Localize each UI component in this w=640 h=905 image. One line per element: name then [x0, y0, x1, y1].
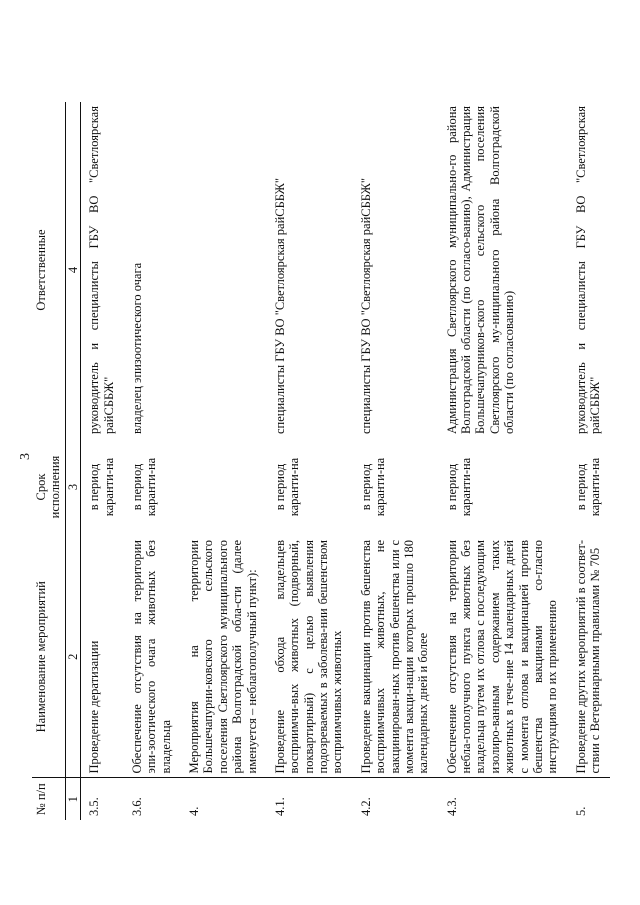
row-term: в период каранти-на: [129, 457, 159, 517]
row-name: Мероприятия на территории Большечапурни-ковского сельского поселения Светлоярского муниципального района Волгоградской обла-сти (далее именуется – неблагополучный пункт):: [187, 540, 259, 774]
row-term: в период каранти-на: [272, 457, 302, 517]
header-num: № п/п: [32, 778, 65, 820]
table-row: [353, 102, 439, 820]
row-num: 4.2.: [353, 778, 439, 820]
row-responsible: владелец эпизоотического очага: [129, 262, 144, 434]
row-term: в период каранти-на: [573, 457, 602, 517]
table-row: [439, 102, 568, 820]
table-row: [81, 102, 124, 820]
table-header-row: [32, 102, 65, 820]
table-row: [267, 102, 353, 820]
row-term: в период каранти-на: [444, 457, 473, 517]
row-responsible: руководитель и специалисты ГБУ ВО "Светлоярская райСББЖ": [573, 106, 602, 434]
row-num: 4.1.: [267, 778, 353, 820]
row-name: Обеспечение отсутствия на территории эпи-зоотического очага животных без владельца: [129, 540, 173, 774]
header-responsible: Ответственные: [32, 102, 65, 438]
table-row: [568, 102, 611, 820]
column-number-row: [65, 102, 80, 820]
col-number: 2: [65, 536, 80, 778]
page-number: 3: [18, 453, 33, 460]
header-name: Наименование мероприятий: [32, 536, 65, 778]
row-name: Проведение обхода владельцев восприимчи-вых животных (подворный, поквартирный) с целью выявления подозреваемых в заболева-нии бешенством восприимчивых животных: [272, 540, 345, 774]
row-responsible: Администрация Светлоярского муниципально-го района Волгоградской области (по согласо-ванию), Администрация Большечапурников-ского сельского поселения Светлоярского му-ниципального района Волгоградской области (по согласованию): [444, 106, 517, 434]
row-num: 4.: [181, 778, 267, 820]
col-number: 4: [65, 102, 80, 438]
col-number: 1: [65, 778, 80, 820]
row-responsible: специалисты ГБУ ВО "Светлоярская райСББЖ": [358, 178, 373, 434]
row-name: Проведение других мероприятий в соответ-ствии с Ветеринарными правилами № 705: [573, 540, 602, 774]
row-num: 5.: [568, 778, 611, 820]
row-num: 3.6.: [124, 778, 181, 820]
measures-table: [32, 102, 610, 820]
row-name: Обеспечение отсутствия на территории небла-гополучного пункта животных без владельца путем их отлова с последующим изолиро-ванным содержанием таких животных в тече-ние 14 календарных дней с момента отлова и вакцинацией против бешенства вакцинами со-гласно инструкциям по их применению: [444, 540, 560, 774]
row-term: в период каранти-на: [358, 457, 388, 517]
row-num: 4.3.: [439, 778, 568, 820]
table-row: [124, 102, 181, 820]
row-num: 3.5.: [81, 778, 124, 820]
row-term: [181, 438, 267, 536]
row-responsible: специалисты ГБУ ВО "Светлоярская райСББЖ": [272, 178, 287, 434]
row-responsible: руководитель и специалисты ГБУ ВО "Светлоярская райСББЖ": [87, 106, 116, 434]
row-term: в период каранти-на: [87, 457, 116, 517]
row-name: Проведение дератизации: [87, 640, 102, 774]
row-name: Проведение вакцинации против бешенства восприимчивых животных, не вакцинирован-ных против бешенства или с момента вакци-нации которых прошло 180 календарных дней и более: [358, 540, 431, 774]
col-number: 3: [65, 438, 80, 536]
row-responsible: [181, 102, 267, 438]
table-row: [181, 102, 267, 820]
header-term: Срок исполнения: [32, 438, 65, 536]
